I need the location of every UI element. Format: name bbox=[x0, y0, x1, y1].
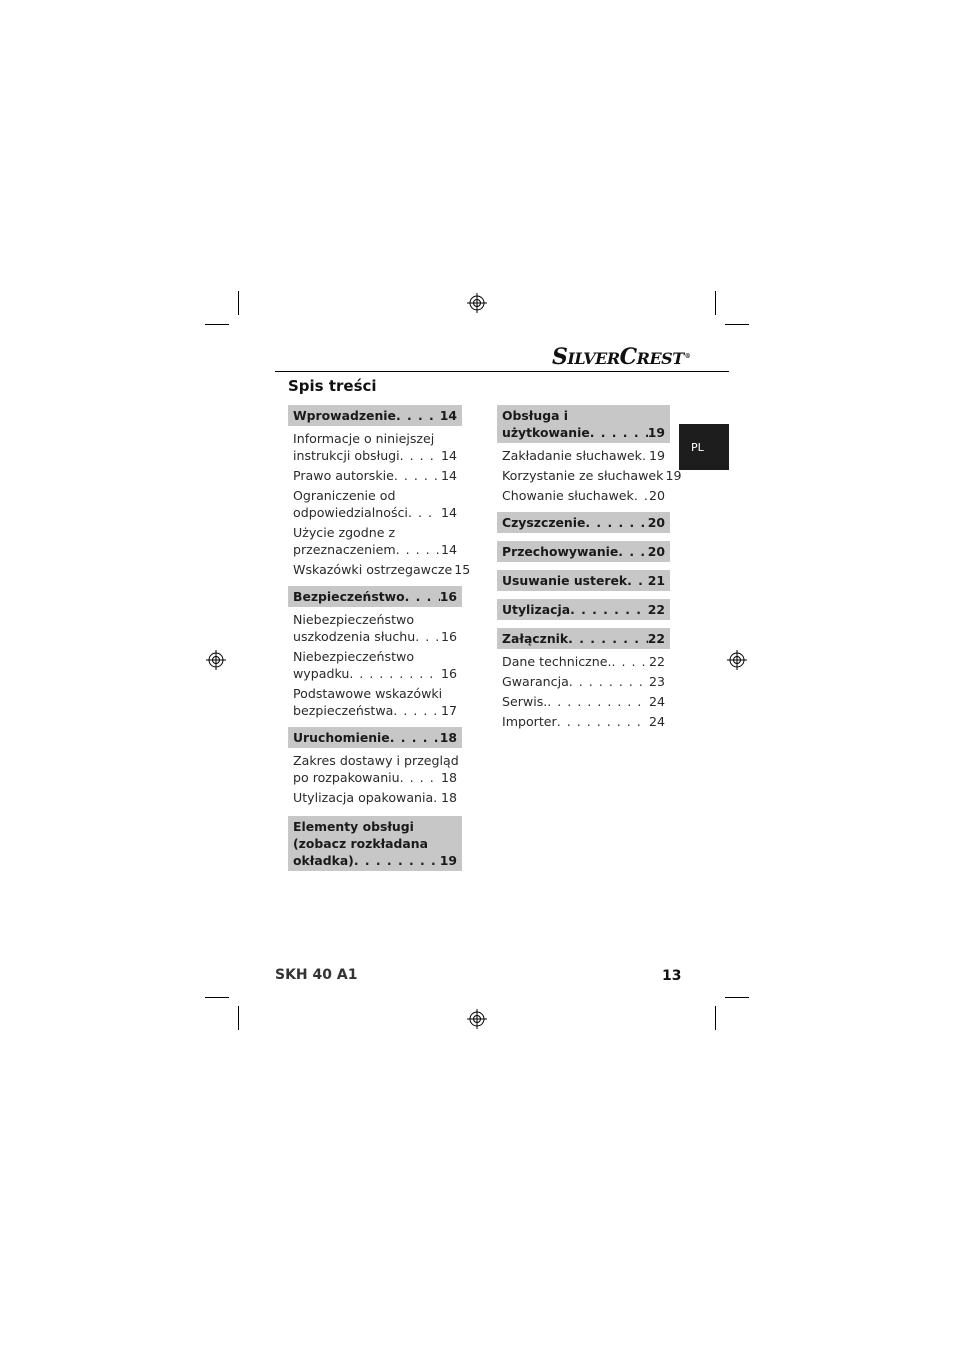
dot-leader bbox=[569, 673, 647, 690]
toc-entry-line bbox=[293, 648, 457, 665]
dot-leader bbox=[634, 487, 647, 504]
toc-entry-text: Wskazówki ostrzegawcze bbox=[293, 562, 453, 577]
toc-entry-line bbox=[293, 611, 457, 628]
toc-entry-line bbox=[293, 467, 457, 484]
toc-entry-line bbox=[293, 769, 457, 786]
toc-section-heading[interactable] bbox=[497, 628, 670, 649]
crop-mark bbox=[205, 997, 229, 998]
crop-mark bbox=[725, 324, 749, 325]
toc-entry-text: po rozpakowaniu bbox=[293, 770, 400, 785]
toc-section-line bbox=[502, 514, 665, 531]
page-number: 13 bbox=[662, 968, 682, 984]
toc-section-page-number: 19 bbox=[647, 425, 665, 440]
toc-entry[interactable] bbox=[288, 561, 471, 578]
toc-entry[interactable] bbox=[497, 673, 670, 690]
page-title: Spis treści bbox=[288, 377, 377, 395]
dot-leader bbox=[570, 601, 648, 618]
toc-section-heading[interactable] bbox=[497, 599, 670, 620]
toc-entry-line bbox=[293, 752, 457, 769]
toc-entry-page-number: 17 bbox=[440, 703, 457, 718]
toc-section-heading[interactable] bbox=[497, 512, 670, 533]
toc-section-heading[interactable] bbox=[497, 541, 670, 562]
toc-entry-page-number: 18 bbox=[440, 770, 457, 785]
toc-entry[interactable] bbox=[497, 467, 682, 484]
toc-entry-text: Ograniczenie od bbox=[293, 488, 396, 503]
toc-entry[interactable] bbox=[497, 713, 670, 730]
toc-section-page-number: 21 bbox=[647, 573, 665, 588]
toc-section-page-number: 22 bbox=[647, 602, 665, 617]
toc-entry-text: Zakładanie słuchawek bbox=[502, 448, 642, 463]
toc-entry-page-number: 23 bbox=[648, 674, 665, 689]
language-tab-label: PL bbox=[691, 441, 704, 454]
toc-entry-page-number: 24 bbox=[648, 714, 665, 729]
toc-entry-text: Podstawowe wskazówki bbox=[293, 686, 443, 701]
dot-leader bbox=[585, 514, 647, 531]
toc-column-right bbox=[497, 405, 682, 730]
toc-entry-text: Niebezpieczeństwo bbox=[293, 649, 415, 664]
toc-entry-line bbox=[502, 447, 665, 464]
header-rule bbox=[275, 371, 729, 372]
toc-section-page-number: 18 bbox=[439, 730, 457, 745]
crop-mark bbox=[725, 997, 749, 998]
toc-entry[interactable] bbox=[288, 467, 462, 484]
toc-entry[interactable] bbox=[497, 447, 670, 464]
toc-column-left bbox=[288, 405, 471, 871]
toc-entry-text: odpowiedzialności bbox=[293, 505, 408, 520]
dot-leader bbox=[547, 693, 647, 710]
toc-entry[interactable] bbox=[288, 487, 462, 521]
toc-entry-line bbox=[293, 628, 457, 645]
toc-entry-line bbox=[502, 653, 665, 670]
toc-section-page-number: 14 bbox=[439, 408, 457, 423]
toc-entry-line bbox=[502, 713, 665, 730]
toc-entry-text: bezpieczeństwa bbox=[293, 703, 394, 718]
registration-mark-icon bbox=[206, 650, 226, 670]
toc-entry[interactable] bbox=[288, 611, 462, 645]
toc-section-page-number: 20 bbox=[647, 515, 665, 530]
toc-entry-text: instrukcji obsługi bbox=[293, 448, 400, 463]
toc-section-line bbox=[502, 543, 665, 560]
dot-leader bbox=[393, 702, 439, 719]
toc-entry-line bbox=[293, 789, 457, 806]
dot-leader bbox=[349, 665, 439, 682]
toc-section-line bbox=[293, 852, 457, 869]
toc-entry-page-number: 15 bbox=[454, 562, 471, 577]
toc-entry[interactable] bbox=[288, 648, 462, 682]
crop-mark bbox=[238, 1006, 239, 1030]
toc-entry-text: Dane techniczne. bbox=[502, 654, 612, 669]
toc-entry[interactable] bbox=[288, 524, 462, 558]
toc-section-heading[interactable] bbox=[497, 570, 670, 591]
toc-entry-page-number: 18 bbox=[440, 790, 457, 805]
toc-section-line bbox=[293, 835, 457, 852]
toc-entry-line bbox=[293, 524, 457, 541]
toc-section-text: Elementy obsługi bbox=[293, 819, 414, 834]
toc-entry-line bbox=[293, 487, 457, 504]
silvercrest-logo: SILVERCREST® bbox=[552, 344, 691, 370]
toc-entry-text: Zakres dostawy i przegląd bbox=[293, 753, 459, 768]
toc-section-text: Usuwanie usterek bbox=[502, 573, 628, 588]
toc-entry-line bbox=[293, 447, 457, 464]
toc-entry-text: Informacje o niniejszej bbox=[293, 431, 435, 446]
toc-section-text: (zobacz rozkładana bbox=[293, 836, 428, 851]
toc-section-text: okładka) bbox=[293, 853, 354, 868]
toc-entry-line bbox=[293, 541, 457, 558]
toc-entry-text: Niebezpieczeństwo bbox=[293, 612, 415, 627]
toc-entry-page-number: 22 bbox=[648, 654, 665, 669]
toc-section-heading[interactable] bbox=[288, 816, 462, 871]
toc-section-page-number: 20 bbox=[647, 544, 665, 559]
toc-entry-page-number: 14 bbox=[440, 505, 457, 520]
toc-entry-page-number: 14 bbox=[440, 468, 457, 483]
toc-entry-line bbox=[293, 685, 457, 702]
toc-entry-text: Prawo autorskie bbox=[293, 468, 394, 483]
registration-mark-icon bbox=[467, 293, 487, 313]
toc-entry-line bbox=[293, 430, 457, 447]
toc-entry-page-number: 24 bbox=[648, 694, 665, 709]
toc-section-line bbox=[293, 818, 457, 835]
dot-leader bbox=[408, 504, 439, 521]
model-number: SKH 40 A1 bbox=[275, 967, 358, 983]
toc-section-text: Przechowywanie bbox=[502, 544, 619, 559]
toc-section-heading[interactable] bbox=[288, 405, 462, 426]
toc-entry-page-number: 16 bbox=[440, 666, 457, 681]
toc-section-line bbox=[502, 424, 665, 441]
language-tab bbox=[679, 424, 729, 470]
dot-leader bbox=[396, 541, 439, 558]
toc-section-text: Obsługa i bbox=[502, 408, 568, 423]
dot-leader bbox=[394, 467, 439, 484]
toc-entry-text: Użycie zgodne z bbox=[293, 525, 396, 540]
toc-entry-page-number: 16 bbox=[440, 629, 457, 644]
toc-entry-page-number: 14 bbox=[440, 542, 457, 557]
toc-entry[interactable] bbox=[288, 789, 462, 806]
toc-section-line bbox=[502, 572, 665, 589]
toc-section-text: Bezpieczeństwo bbox=[293, 589, 405, 604]
toc-entry-page-number: 19 bbox=[665, 468, 682, 483]
toc-section-text: użytkowanie bbox=[502, 425, 590, 440]
registration-mark-icon bbox=[727, 650, 747, 670]
toc-entry[interactable] bbox=[288, 430, 462, 464]
toc-section-line bbox=[293, 729, 457, 746]
toc-entry-text: Chowanie słuchawek bbox=[502, 488, 634, 503]
dot-leader bbox=[396, 407, 440, 424]
dot-leader bbox=[400, 769, 439, 786]
toc-entry-page-number: 20 bbox=[648, 488, 665, 503]
toc-entry-text: Korzystanie ze słuchawek bbox=[502, 468, 664, 483]
toc-section-text: Załącznik bbox=[502, 631, 569, 646]
toc-entry-text: Importer bbox=[502, 714, 557, 729]
toc-section-text: Uruchomienie bbox=[293, 730, 390, 745]
toc-section-line bbox=[502, 630, 665, 647]
toc-entry-line bbox=[293, 665, 457, 682]
toc-section-heading[interactable] bbox=[288, 586, 462, 607]
toc-entry[interactable] bbox=[288, 752, 462, 786]
dot-leader bbox=[354, 852, 440, 869]
toc-entry-line bbox=[293, 504, 457, 521]
toc-entry-text: Utylizacja opakowania bbox=[293, 790, 434, 805]
toc-entry-line bbox=[502, 693, 665, 710]
toc-section-line bbox=[502, 601, 665, 618]
toc-entry-page-number: 14 bbox=[440, 448, 457, 463]
toc-entry-text: wypadku bbox=[293, 666, 350, 681]
dot-leader bbox=[612, 653, 647, 670]
dot-leader bbox=[568, 630, 648, 647]
toc-section-heading[interactable] bbox=[497, 405, 670, 443]
dot-leader bbox=[400, 447, 439, 464]
toc-section-line bbox=[293, 407, 457, 424]
toc-section-heading[interactable] bbox=[288, 727, 462, 748]
dot-leader bbox=[405, 588, 440, 605]
toc-entry[interactable] bbox=[497, 487, 670, 504]
toc-section-page-number: 22 bbox=[647, 631, 665, 646]
toc-entry-line bbox=[502, 467, 682, 484]
crop-mark bbox=[205, 324, 229, 325]
toc-entry-line bbox=[502, 673, 665, 690]
toc-entry-page-number: 19 bbox=[648, 448, 665, 463]
toc-section-text: Utylizacja bbox=[502, 602, 571, 617]
dot-leader bbox=[557, 713, 647, 730]
registration-mark-icon bbox=[467, 1009, 487, 1029]
toc-entry[interactable] bbox=[497, 693, 670, 710]
crop-mark bbox=[715, 291, 716, 315]
dot-leader bbox=[618, 543, 647, 560]
toc-section-text: Wprowadzenie bbox=[293, 408, 396, 423]
toc-entry-line bbox=[293, 702, 457, 719]
toc-entry-line bbox=[293, 561, 471, 578]
toc-section-line bbox=[293, 588, 457, 605]
toc-entry-text: Serwis. bbox=[502, 694, 548, 709]
dot-leader bbox=[627, 572, 648, 589]
dot-leader bbox=[590, 424, 648, 441]
dot-leader bbox=[415, 628, 439, 645]
toc-entry-text: przeznaczeniem bbox=[293, 542, 396, 557]
toc-section-page-number: 19 bbox=[439, 853, 457, 868]
toc-entry-text: Gwarancja bbox=[502, 674, 569, 689]
toc-entry[interactable] bbox=[288, 685, 462, 719]
crop-mark bbox=[715, 1006, 716, 1030]
dot-leader bbox=[390, 729, 440, 746]
toc-section-line bbox=[502, 407, 665, 424]
toc-section-page-number: 16 bbox=[439, 589, 457, 604]
toc-section-text: Czyszczenie bbox=[502, 515, 586, 530]
toc-entry[interactable] bbox=[497, 653, 670, 670]
crop-mark bbox=[238, 291, 239, 315]
toc-entry-text: uszkodzenia słuchu bbox=[293, 629, 416, 644]
toc-entry-line bbox=[502, 487, 665, 504]
